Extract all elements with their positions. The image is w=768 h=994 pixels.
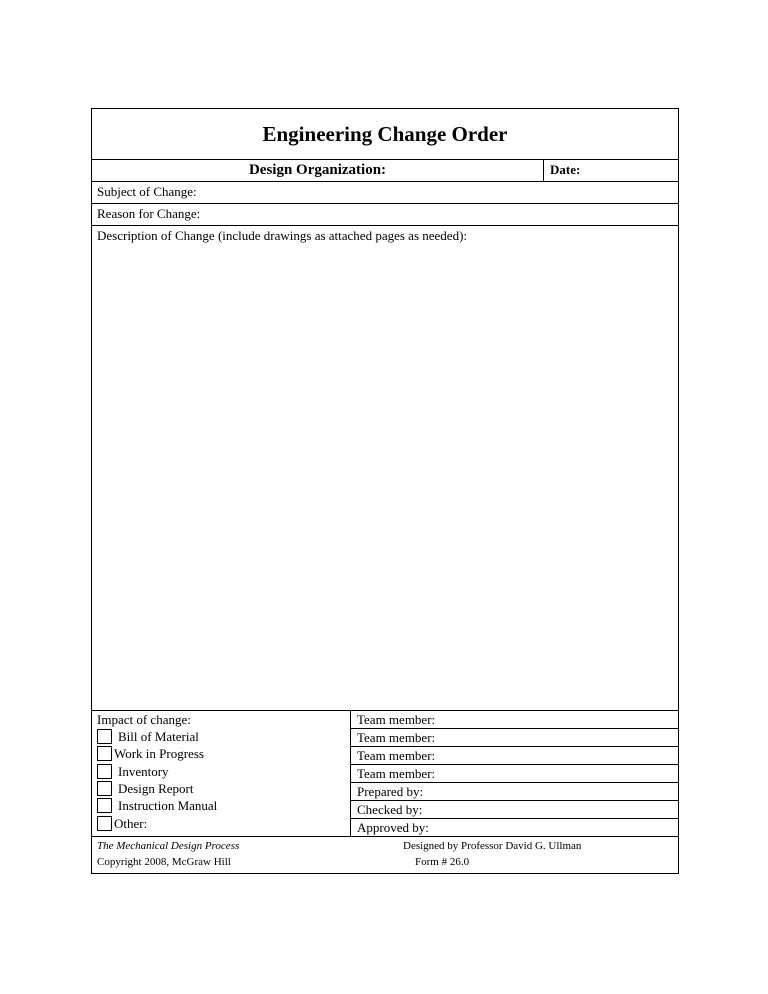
signature-checked-by[interactable] bbox=[351, 801, 678, 819]
checkbox[interactable] bbox=[97, 764, 112, 779]
checkbox[interactable] bbox=[97, 798, 112, 813]
impact-item-other[interactable] bbox=[97, 815, 147, 832]
form-title: Engineering Change Order bbox=[92, 109, 678, 160]
impact-item-instruction-manual[interactable] bbox=[97, 797, 217, 814]
signature-team-member-1[interactable] bbox=[351, 711, 678, 729]
impact-of-change-panel bbox=[92, 711, 351, 836]
design-organization-label: Design Organization: bbox=[92, 160, 544, 181]
signature-team-member-2[interactable] bbox=[351, 729, 678, 747]
date-label: Date: bbox=[550, 162, 581, 177]
subject-row[interactable] bbox=[92, 182, 678, 204]
organization-row bbox=[92, 160, 678, 182]
reason-label: Reason for Change: bbox=[97, 206, 201, 221]
checkbox[interactable] bbox=[97, 729, 112, 744]
footer-form-number: Form # 26.0 bbox=[415, 856, 470, 868]
description-area[interactable] bbox=[92, 226, 678, 711]
impact-item-label: Work in Progress bbox=[114, 745, 204, 761]
checkbox[interactable] bbox=[97, 816, 112, 831]
impact-item-label: Inventory bbox=[118, 763, 169, 779]
footer-copyright: Copyright 2008, McGraw Hill bbox=[97, 856, 231, 868]
description-label: Description of Change (include drawings as attached pages as needed): bbox=[97, 228, 468, 243]
impact-item-label: Other: bbox=[114, 815, 148, 831]
engineering-change-order-form bbox=[91, 108, 679, 874]
signature-label: Approved by: bbox=[357, 820, 429, 835]
reason-row[interactable] bbox=[92, 204, 678, 226]
impact-item-bill-of-material[interactable] bbox=[97, 728, 199, 745]
signature-label: Prepared by: bbox=[357, 784, 424, 799]
impact-item-design-report[interactable] bbox=[97, 780, 193, 797]
signature-approved-by[interactable] bbox=[351, 819, 678, 837]
signature-label: Checked by: bbox=[357, 802, 423, 817]
impact-title: Impact of change: bbox=[97, 712, 191, 727]
footer-book-title: The Mechanical Design Process bbox=[97, 840, 240, 852]
impact-item-label: Instruction Manual bbox=[118, 797, 218, 813]
checkbox[interactable] bbox=[97, 781, 112, 796]
impact-item-label: Bill of Material bbox=[118, 728, 199, 744]
signature-team-member-4[interactable] bbox=[351, 765, 678, 783]
signature-label: Team member: bbox=[357, 730, 436, 745]
signature-team-member-3[interactable] bbox=[351, 747, 678, 765]
impact-item-label: Design Report bbox=[118, 780, 194, 796]
impact-item-inventory[interactable] bbox=[97, 763, 169, 780]
signature-prepared-by[interactable] bbox=[351, 783, 678, 801]
signature-label: Team member: bbox=[357, 766, 436, 781]
form-footer bbox=[92, 837, 678, 873]
subject-label: Subject of Change: bbox=[97, 184, 197, 199]
checkbox[interactable] bbox=[97, 746, 112, 761]
footer-designer: Designed by Professor David G. Ullman bbox=[403, 840, 582, 852]
signature-label: Team member: bbox=[357, 712, 436, 727]
signature-label: Team member: bbox=[357, 748, 436, 763]
impact-signature-section bbox=[92, 711, 678, 837]
impact-item-work-in-progress[interactable] bbox=[97, 745, 204, 762]
